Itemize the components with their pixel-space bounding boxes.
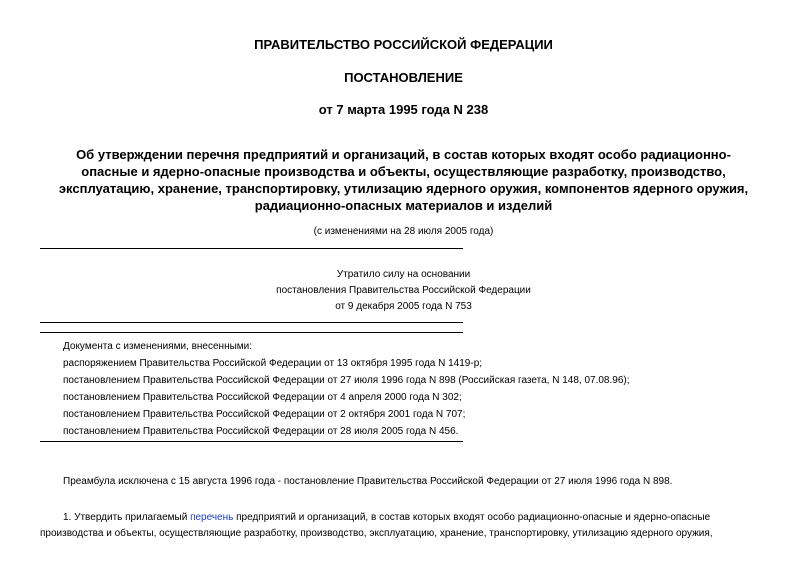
amendment-item: постановлением Правительства Российской Федерации от 28 июля 2005 года N 456. xyxy=(63,426,459,437)
amendment-item: постановлением Правительства Российской Федерации от 2 октября 2001 года N 707; xyxy=(63,409,466,420)
amendments-list xyxy=(63,338,630,440)
paragraph-1 xyxy=(40,510,770,542)
expired-line: от 9 декабря 2005 года N 753 xyxy=(335,301,472,312)
paragraph-1-line2: производства и объекты, осуществляющие разработку, производство, эксплуатацию, хранение, транспортировку, утилизацию ядерного оружия, xyxy=(40,528,713,539)
title-line: эксплуатацию, хранение, транспортировку, утилизацию ядерного оружия, компонентов ядерного оружия, xyxy=(58,181,749,196)
amendment-item: постановлением Правительства Российской Федерации от 4 апреля 2000 года N 302; xyxy=(63,392,462,403)
government-name: ПРАВИТЕЛЬСТВО РОССИЙСКОЙ ФЕДЕРАЦИИ xyxy=(254,37,553,52)
preamble-note: Преамбула исключена с 15 августа 1996 года - постановление Правительства Российской Федерации от 27 июля 1996 года N 898. xyxy=(63,476,673,487)
amendment-item: распоряжением Правительства Российской Федерации от 13 октября 1995 года N 1419-р; xyxy=(63,358,483,369)
paragraph-1-text: предприятий и организаций, в состав которых входят особо радиационно-опасные и ядерно-опасные xyxy=(233,512,711,523)
title-line: опасные и ядерно-опасные производства и объекты, осуществляющие разработку, производство, xyxy=(81,164,726,179)
title-line: радиационно-опасных материалов и изделий xyxy=(254,198,553,213)
document-title xyxy=(40,146,767,214)
list-link[interactable]: перечень xyxy=(190,512,234,523)
divider xyxy=(40,248,463,249)
title-line: Об утверждении перечня предприятий и организаций, в состав которых входят особо радиационно- xyxy=(76,147,731,162)
expired-line: постановления Правительства Российской Федерации xyxy=(276,285,531,296)
amendment-item: постановлением Правительства Российской Федерации от 27 июля 1996 года N 898 (Российская газета, N 148, 07.08.96); xyxy=(63,375,630,386)
document-date: от 7 марта 1995 года N 238 xyxy=(318,102,489,117)
divider xyxy=(40,332,463,333)
amendments-heading: Документа с изменениями, внесенными: xyxy=(63,341,253,352)
divider xyxy=(40,322,463,323)
changes-note: (с изменениями на 28 июля 2005 года) xyxy=(313,226,494,237)
paragraph-1-prefix: 1. Утвердить прилагаемый xyxy=(63,512,191,523)
divider xyxy=(40,441,463,442)
expired-note xyxy=(0,267,807,315)
document-type: ПОСТАНОВЛЕНИЕ xyxy=(344,70,463,85)
expired-line: Утратило силу на основании xyxy=(336,269,471,280)
